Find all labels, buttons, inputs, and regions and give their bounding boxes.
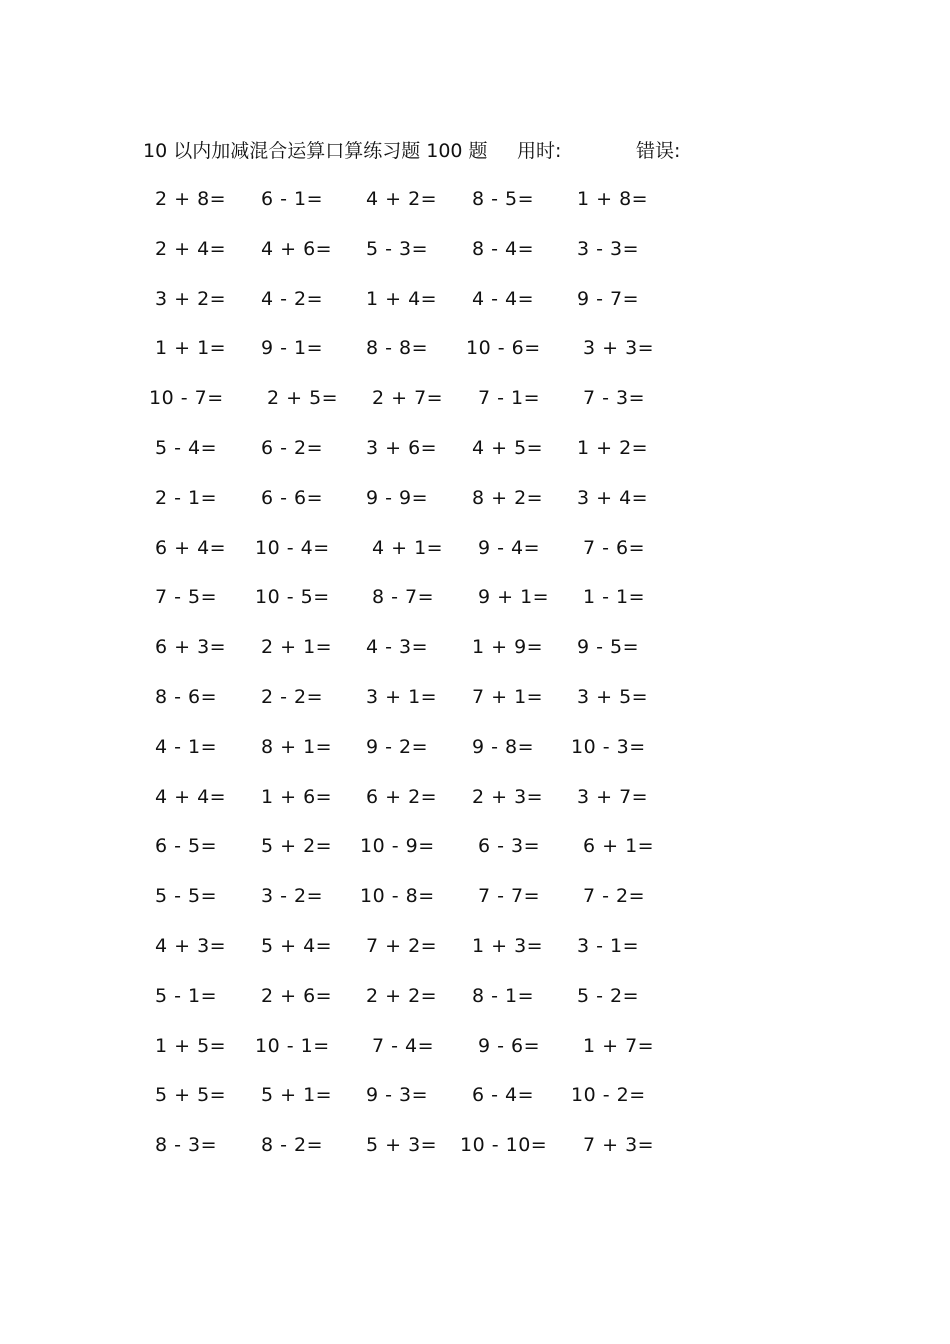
math-problem: 4 - 3= <box>366 636 429 659</box>
math-problem: 7 - 4= <box>372 1034 435 1057</box>
math-problem: 1 + 9= <box>472 636 544 659</box>
math-problem: 8 + 2= <box>472 486 544 509</box>
problem-row <box>150 782 670 832</box>
errors-label: 错误: <box>636 140 681 162</box>
math-problem: 6 - 6= <box>261 486 324 509</box>
math-problem: 7 - 7= <box>478 885 541 908</box>
math-problem: 6 - 4= <box>472 1084 535 1107</box>
math-problem: 1 + 1= <box>155 337 227 360</box>
problem-row <box>150 931 670 981</box>
problem-row <box>150 682 670 732</box>
math-problem: 3 + 5= <box>577 685 649 708</box>
math-problem: 1 + 6= <box>261 785 333 808</box>
math-problem: 8 + 1= <box>261 735 333 758</box>
math-problem: 8 - 2= <box>261 1134 324 1157</box>
math-problem: 6 - 2= <box>261 436 324 459</box>
math-problem: 2 + 4= <box>155 237 227 260</box>
math-problem: 5 - 5= <box>155 885 218 908</box>
worksheet-header <box>143 137 681 165</box>
problem-row <box>150 732 670 782</box>
math-problem: 8 - 1= <box>472 984 535 1007</box>
math-problem: 10 - 2= <box>571 1084 646 1107</box>
math-problem: 1 + 3= <box>472 934 544 957</box>
math-problem: 10 - 3= <box>571 735 646 758</box>
math-problem: 8 - 4= <box>472 237 535 260</box>
math-problem: 8 - 3= <box>155 1134 218 1157</box>
math-problem: 6 + 1= <box>583 835 655 858</box>
problem-row <box>150 483 670 533</box>
math-problem: 10 - 10= <box>460 1134 548 1157</box>
math-problem: 5 - 1= <box>155 984 218 1007</box>
math-problem: 5 + 5= <box>155 1084 227 1107</box>
math-problem: 7 - 1= <box>478 387 541 410</box>
math-problem: 3 + 4= <box>577 486 649 509</box>
math-problem: 6 + 2= <box>366 785 438 808</box>
math-problem: 5 + 1= <box>261 1084 333 1107</box>
math-problem: 5 - 2= <box>577 984 640 1007</box>
math-problem: 10 - 9= <box>360 835 435 858</box>
math-problem: 6 + 3= <box>155 636 227 659</box>
problem-row <box>150 234 670 284</box>
math-problem: 4 + 1= <box>372 536 444 559</box>
problem-row <box>150 881 670 931</box>
math-problem: 3 + 3= <box>583 337 655 360</box>
worksheet-title: 10 以内加减混合运算口算练习题 100 题 <box>143 140 488 162</box>
math-problem: 10 - 6= <box>466 337 541 360</box>
problem-row <box>150 433 670 483</box>
math-problem: 2 + 8= <box>155 188 227 210</box>
math-problem: 10 - 4= <box>255 536 330 559</box>
math-problem: 3 - 3= <box>577 237 640 260</box>
problem-row <box>150 284 670 334</box>
problem-row <box>150 1031 670 1081</box>
math-problem: 10 - 8= <box>360 885 435 908</box>
math-problem: 6 - 1= <box>261 188 324 210</box>
math-problem: 1 + 8= <box>577 188 649 210</box>
math-problem: 4 + 4= <box>155 785 227 808</box>
time-used-label: 用时: <box>517 140 562 162</box>
math-problem: 10 - 1= <box>255 1034 330 1057</box>
math-problem: 2 + 7= <box>372 387 444 410</box>
math-problem: 9 - 8= <box>472 735 535 758</box>
math-problem: 7 - 3= <box>583 387 646 410</box>
math-problem: 7 + 2= <box>366 934 438 957</box>
math-problem: 9 - 9= <box>366 486 429 509</box>
math-problem: 2 + 2= <box>366 984 438 1007</box>
math-problem: 3 + 1= <box>366 685 438 708</box>
math-problem: 10 - 7= <box>149 387 224 410</box>
math-problem: 4 - 1= <box>155 735 218 758</box>
math-problem: 9 + 1= <box>478 586 550 609</box>
math-problem: 2 - 2= <box>261 685 324 708</box>
math-problem: 5 - 4= <box>155 436 218 459</box>
math-problem: 6 - 3= <box>478 835 541 858</box>
math-problem: 3 + 2= <box>155 287 227 310</box>
problem-grid <box>150 184 670 1180</box>
math-problem: 1 + 4= <box>366 287 438 310</box>
math-problem: 10 - 5= <box>255 586 330 609</box>
math-problem: 8 - 8= <box>366 337 429 360</box>
problem-row <box>150 582 670 632</box>
problem-row <box>150 383 670 433</box>
math-problem: 6 - 5= <box>155 835 218 858</box>
math-problem: 9 - 2= <box>366 735 429 758</box>
problem-row <box>150 1080 670 1130</box>
math-problem: 3 + 7= <box>577 785 649 808</box>
math-problem: 2 + 3= <box>472 785 544 808</box>
math-problem: 9 - 5= <box>577 636 640 659</box>
math-problem: 2 + 5= <box>267 387 339 410</box>
math-problem: 5 + 2= <box>261 835 333 858</box>
math-problem: 4 + 3= <box>155 934 227 957</box>
math-problem: 4 - 2= <box>261 287 324 310</box>
math-problem: 1 - 1= <box>583 586 646 609</box>
math-problem: 7 - 6= <box>583 536 646 559</box>
math-problem: 5 - 3= <box>366 237 429 260</box>
problem-row <box>150 1130 670 1180</box>
math-problem: 8 - 6= <box>155 685 218 708</box>
math-problem: 1 + 2= <box>577 436 649 459</box>
math-problem: 2 + 6= <box>261 984 333 1007</box>
math-problem: 1 + 7= <box>583 1034 655 1057</box>
math-problem: 9 - 7= <box>577 287 640 310</box>
math-problem: 3 + 6= <box>366 436 438 459</box>
math-problem: 7 - 2= <box>583 885 646 908</box>
math-problem: 7 + 3= <box>583 1134 655 1157</box>
math-problem: 3 - 1= <box>577 934 640 957</box>
math-problem: 5 + 3= <box>366 1134 438 1157</box>
problem-row <box>150 533 670 583</box>
problem-row <box>150 184 670 234</box>
math-problem: 4 + 6= <box>261 237 333 260</box>
problem-row <box>150 831 670 881</box>
math-problem: 7 - 5= <box>155 586 218 609</box>
problem-row <box>150 981 670 1031</box>
math-problem: 2 + 1= <box>261 636 333 659</box>
math-problem: 9 - 4= <box>478 536 541 559</box>
math-problem: 7 + 1= <box>472 685 544 708</box>
math-problem: 9 - 3= <box>366 1084 429 1107</box>
math-problem: 4 + 5= <box>472 436 544 459</box>
problem-row <box>150 333 670 383</box>
math-problem: 5 + 4= <box>261 934 333 957</box>
math-problem: 4 - 4= <box>472 287 535 310</box>
math-problem: 1 + 5= <box>155 1034 227 1057</box>
math-problem: 9 - 6= <box>478 1034 541 1057</box>
math-problem: 4 + 2= <box>366 188 438 210</box>
math-problem: 3 - 2= <box>261 885 324 908</box>
math-problem: 8 - 7= <box>372 586 435 609</box>
math-problem: 9 - 1= <box>261 337 324 360</box>
math-problem: 2 - 1= <box>155 486 218 509</box>
problem-row <box>150 632 670 682</box>
math-problem: 8 - 5= <box>472 188 535 210</box>
math-problem: 6 + 4= <box>155 536 227 559</box>
